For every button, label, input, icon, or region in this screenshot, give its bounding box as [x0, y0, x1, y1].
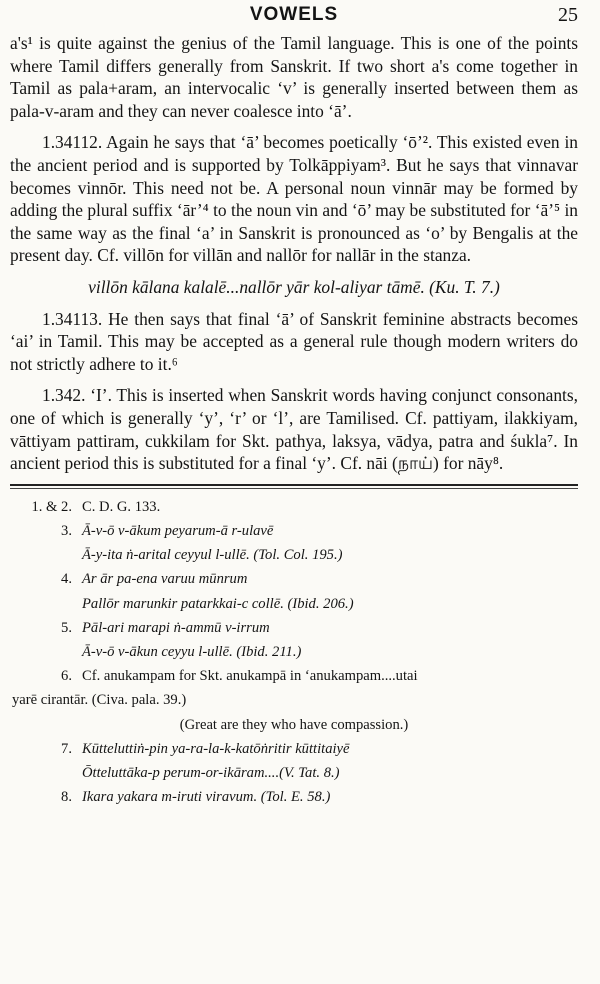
footnote-7 — [10, 737, 578, 785]
footnote-number: 4. — [61, 571, 72, 588]
footnote-number: 5. — [61, 619, 72, 636]
footnote-line: Ar ār pa-ena varuu mūnrum — [82, 571, 248, 588]
quoted-stanza: villōn kālana kalalē...nallōr yār kol-aliyar tāmē. (Ku. T. 7.) — [88, 276, 500, 297]
footnotes — [10, 495, 578, 810]
footnote-4 — [10, 567, 578, 615]
footnote-line: Ā-v-ō v-ākun ceyyu l-ullē. (Ibid. 211.) — [82, 643, 302, 660]
footnote-line: Pāl-ari marapi ṅ-ammū v-irrum — [82, 619, 270, 636]
paragraph-1-342: 1.342. ‘I’. This is inserted when Sanskrit words having conjunct consonants, one of which is generally ‘y’, ‘r’ or ‘l’, are Tamilised. Cf. pattiyam, ilakkiyam, vāttiyam pattiram, cukkilam for Skt. pathya, laksya, vādya, patra and śukla⁷. In ancient period this is substituted for a final ‘y’. Cf. nāi (நாய்) for nāy⁸. — [10, 385, 578, 474]
page-header — [10, 0, 578, 32]
paragraph-1: a's¹ is quite against the genius of the Tamil language. This is one of the points where Tamil differs generally from Sanskrit. If two short a's come together in Tamil as pala+aram, an intervocalic ‘v’ is generally inserted between them as pala-v-aram and they can never coalesce into ‘ā’. — [10, 33, 578, 121]
footnote-line: Ikara yakara m-iruti viravum. (Tol. E. 58.) — [82, 789, 331, 806]
footnote-1-2 — [10, 495, 578, 519]
footnote-line: Ā-y-ita ṅ-arital ceyyul l-ullē. (Tol. Col. 195.) — [82, 547, 343, 564]
footnote-rule-thin — [10, 488, 578, 489]
footnote-line: Ōtteluttāka-p perum-or-ikāram....(V. Tat. 8.) — [82, 764, 340, 781]
footnote-line: Kūtteluttiṅ-pin ya-ra-la-k-katōṅritir kūttitaiyē — [82, 740, 350, 757]
footnote-rule — [10, 484, 578, 486]
footnote-3 — [10, 519, 578, 567]
footnote-6-translation: (Great are they who have compassion.) — [179, 716, 409, 733]
footnote-6 — [10, 664, 578, 688]
footnote-number: 8. — [61, 789, 72, 806]
footnote-number: 3. — [61, 522, 72, 539]
paragraph-1-34113: 1.34113. He then says that final ‘ā’ of Sanskrit feminine abstracts becomes ‘ai’ in Tamil. This may be accepted as a general rule though modern writers do not strictly adhere to it.⁶ — [10, 308, 578, 374]
footnote-line: C. D. G. 133. — [82, 498, 161, 515]
footnote-6-continuation: yarē cirantār. (Civa. pala. 39.) — [12, 692, 187, 709]
running-title: VOWELS — [249, 4, 339, 25]
footnote-8 — [10, 785, 578, 809]
footnote-line: Cf. anukampam for Skt. anukampā in ‘anukampam....utai — [82, 668, 418, 685]
footnote-5 — [10, 616, 578, 664]
footnote-line: Ā-v-ō v-ākum peyarum-ā r-ulavē — [82, 522, 274, 539]
footnote-line: Pallōr marunkir patarkkai-c collē. (Ibid. 206.) — [82, 595, 354, 612]
body-text — [10, 32, 578, 475]
page-number: 25 — [558, 4, 578, 26]
footnote-number: 1. & 2. — [31, 498, 72, 515]
footnote-number: 7. — [61, 740, 72, 757]
paragraph-1-34112: 1.34112. Again he says that ‘ā’ becomes poetically ‘ō’². This existed even in the ancient period and is supported by Tolkāppiyam³. But he says that vinnavar becomes vinnōr. This need not be. A personal noun vinnār may be formed by adding the plural suffix ‘ār’⁴ to the noun vin and ‘ō’ may be substituted for ‘ā’⁵ in the same way as the final ‘a’ in Sanskrit is pronounced as ‘o’ by Bengalis at the present day. Cf. villōn for villān and nallōr for nallār in the stanza. — [10, 132, 578, 266]
footnote-number: 6. — [61, 668, 72, 685]
